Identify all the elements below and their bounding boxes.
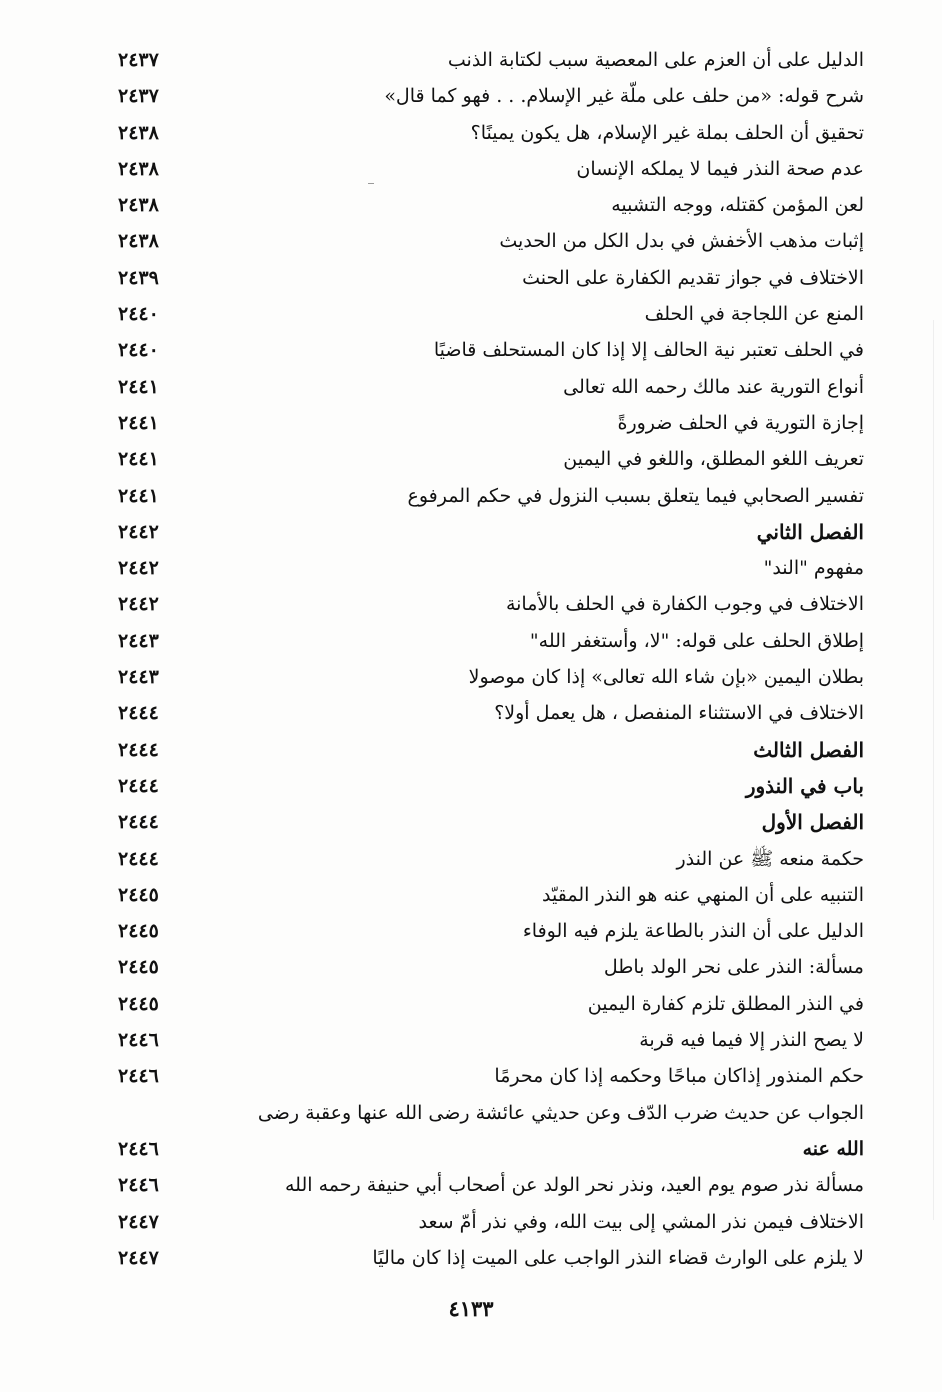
- toc-entry: [118, 115, 866, 151]
- toc-entry-page-number: ٢٤٤٤: [118, 847, 159, 870]
- toc-entry-page-number: ٢٤٤٥: [118, 992, 159, 1015]
- toc-entry: [118, 1240, 866, 1276]
- toc-entry-title: المنع عن اللجاجة في الحلف: [644, 303, 864, 326]
- toc-entry-page-number: ٢٤٤٦: [118, 1029, 159, 1052]
- toc-entry-title-line1: الجواب عن حديث ضرب الدّف وعن حديثي عائشة رضى الله عنها وعقبة رضى: [257, 1101, 864, 1124]
- page-edge-shadow: [933, 320, 934, 1220]
- toc-entry-title: الفصل الثالث: [753, 737, 864, 762]
- toc-entry-page-number: ٢٤٣٧: [118, 49, 159, 71]
- footer-page-number: ٤١٣٣: [448, 1296, 494, 1321]
- toc-entry: [118, 78, 866, 114]
- toc-entry-page-number: ٢٤٤٦: [118, 1137, 159, 1160]
- toc-entry: [118, 623, 866, 659]
- toc-entry-title: شرح قوله: «من حلف على ملّة غير الإسلام. . . فهو كما قال»: [384, 85, 864, 108]
- toc-entry: [118, 42, 866, 78]
- toc-entry-page-number: ٢٤٤٣: [118, 629, 159, 652]
- toc-entry-page-number: ٢٤٤٠: [118, 339, 159, 362]
- toc-entry-page-number: ٢٤٤٥: [118, 956, 159, 979]
- toc-entry: [118, 405, 866, 441]
- toc-entry: [118, 369, 866, 405]
- toc-entry-page-number: ٢٤٤٤: [118, 811, 159, 834]
- toc-entry-page-number: ٢٤٤١: [118, 448, 159, 471]
- toc-entry-title: إجازة التورية في الحلف ضرورةً: [617, 411, 864, 434]
- toc-entry: [118, 913, 866, 949]
- toc-entry-title: لا يصح النذر إلا فيما فيه قربة: [639, 1029, 864, 1052]
- toc-entry: [118, 223, 866, 259]
- toc-entry-title: لا يلزم على الوارث قضاء النذر الواجب على الميت إذا كان ماليًا: [372, 1246, 864, 1269]
- toc-entry-title: الاختلاف فيمن نذر المشي إلى بيت الله، وفي نذر أمّ سعد: [418, 1210, 864, 1233]
- toc-entry-page-number: ٢٤٣٧: [118, 85, 159, 108]
- toc-entry-title: لعن المؤمن كقتله، ووجه التشبيه: [611, 194, 864, 217]
- toc-entry-page-number: ٢٤٤١: [118, 411, 159, 434]
- toc-entry: [118, 659, 866, 695]
- toc-entry-page-number: ٢٤٤٦: [118, 1174, 159, 1197]
- toc-section-heading: [118, 804, 866, 840]
- toc-entry-title: الدليل على أن العزم على المعصية سبب لكتابة الذنب: [447, 49, 864, 71]
- toc-entry-page-number: ٢٤٤٥: [118, 920, 159, 943]
- toc-entry-title: مسألة نذر صوم يوم العيد، ونذر نحر الولد عن أصحاب أبي حنيفة رحمه الله: [285, 1174, 864, 1197]
- toc-entry: [118, 986, 866, 1022]
- toc-entry-page-number: ٢٤٤٦: [118, 1065, 159, 1088]
- toc-entry: [118, 1204, 866, 1240]
- toc-entry: [118, 260, 866, 296]
- toc-entry-title: حكم المنذور إذاكان مباحًا وحكمه إذا كان محرمًا: [494, 1065, 864, 1088]
- toc-entry-title: عدم صحة النذر فيما لا يملكه الإنسان: [576, 157, 864, 180]
- toc-entry: [118, 478, 866, 514]
- toc-entry: [118, 841, 866, 877]
- toc-entry-page-number: ٢٤٤٢: [118, 593, 159, 616]
- toc-entry-page-number: ٢٤٤١: [118, 375, 159, 398]
- toc-entry-page-number: ٢٤٤٤: [118, 774, 159, 797]
- toc-entry: [118, 1167, 866, 1203]
- toc-entry: [118, 695, 866, 731]
- toc-entry: [118, 296, 866, 332]
- toc-entry-page-number: ٢٤٤٠: [118, 303, 159, 326]
- toc-entry: [118, 187, 866, 223]
- toc-entry-title: في الحلف تعتبر نية الحالف إلا إذا كان المستحلف قاضيًا: [433, 339, 864, 362]
- toc-section-heading: [118, 768, 866, 804]
- toc-entry: [118, 586, 866, 622]
- toc-entry: [118, 1058, 866, 1094]
- toc-entry-title: أنواع التورية عند مالك رحمه الله تعالى: [563, 375, 864, 398]
- toc-entry-title: الفصل الأول: [761, 810, 864, 835]
- toc-entry-page-number: ٢٤٣٩: [118, 266, 159, 289]
- toc-entry-title: في النذر المطلق تلزم كفارة اليمين: [587, 992, 864, 1015]
- toc-entry-page-number: ٢٤٤٥: [118, 883, 159, 906]
- toc-entry-page-number: ٢٤٤٣: [118, 666, 159, 689]
- toc-entry-title-line2: الله عنه: [802, 1137, 864, 1160]
- toc-entry-title: الدليل على أن النذر بالطاعة يلزم فيه الوفاء: [522, 920, 864, 943]
- toc-entry-title: تحقيق أن الحلف بملة غير الإسلام، هل يكون يمينًا؟: [470, 121, 864, 144]
- toc-entry-page-number: ٢٤٣٨: [118, 121, 159, 144]
- toc-entry: [118, 1022, 866, 1058]
- toc-entry-page-number: ٢٤٤١: [118, 484, 159, 507]
- toc-entry-title: تعريف اللغو المطلق، واللغو في اليمين: [563, 448, 864, 471]
- toc-entry-page-number: ٢٤٤٢: [118, 557, 159, 580]
- toc-entry-title: الاختلاف في جواز تقديم الكفارة على الحنث: [522, 266, 864, 289]
- toc-entry: [118, 550, 866, 586]
- toc-entry-page-number: ٢٤٤٢: [118, 520, 159, 543]
- toc-entry-title: الاختلاف في وجوب الكفارة في الحلف بالأمانة: [505, 593, 864, 616]
- toc-entry-title: إثبات مذهب الأخفش في بدل الكل من الحديث: [499, 230, 864, 253]
- toc-entry-title: بطلان اليمين «بإن شاء الله تعالى» إذا كان موصولا: [468, 666, 864, 689]
- toc-entry-title: الاختلاف في الاستثناء المنفصل ، هل يعمل أولا؟: [494, 702, 864, 725]
- toc-entry-title: تفسير الصحابي فيما يتعلق بسبب النزول في حكم المرفوع: [407, 484, 864, 507]
- toc-entry-page-number: ٢٤٤٤: [118, 702, 159, 725]
- toc-entry: [118, 949, 866, 985]
- toc-entry-title: مسألة: النذر على نحر الولد باطل: [603, 956, 864, 979]
- toc-entry-title: باب في النذور: [745, 773, 864, 798]
- toc-entry: [118, 441, 866, 477]
- toc-entry-page-number: ٢٤٤٧: [118, 1246, 159, 1269]
- toc-entry-title: الفصل الثاني: [756, 519, 864, 544]
- toc-entry-title: التنبيه على أن المنهي عنه هو النذر المقيّد: [542, 883, 864, 906]
- toc-section-heading: [118, 514, 866, 550]
- table-of-contents: [118, 42, 866, 1276]
- toc-entry-page-number: ٢٤٣٨: [118, 194, 159, 217]
- toc-entry: [118, 151, 866, 187]
- toc-entry-page-number: ٢٤٣٨: [118, 230, 159, 253]
- toc-entry-page-number: ٢٤٤٤: [118, 738, 159, 761]
- toc-entry-title: مفهوم "الند": [763, 557, 864, 580]
- toc-entry-page-number: ٢٤٣٨: [118, 157, 159, 180]
- toc-entry: [118, 877, 866, 913]
- toc-entry-title: حكمة منعه ﷺ عن النذر: [676, 847, 864, 870]
- toc-entry: [118, 332, 866, 368]
- toc-entry-title: إطلاق الحلف على قوله: "لا، وأستغفر الله": [529, 629, 864, 652]
- toc-entry-wrapped: [118, 1095, 866, 1168]
- toc-section-heading: [118, 732, 866, 768]
- toc-entry-page-number: ٢٤٤٧: [118, 1210, 159, 1233]
